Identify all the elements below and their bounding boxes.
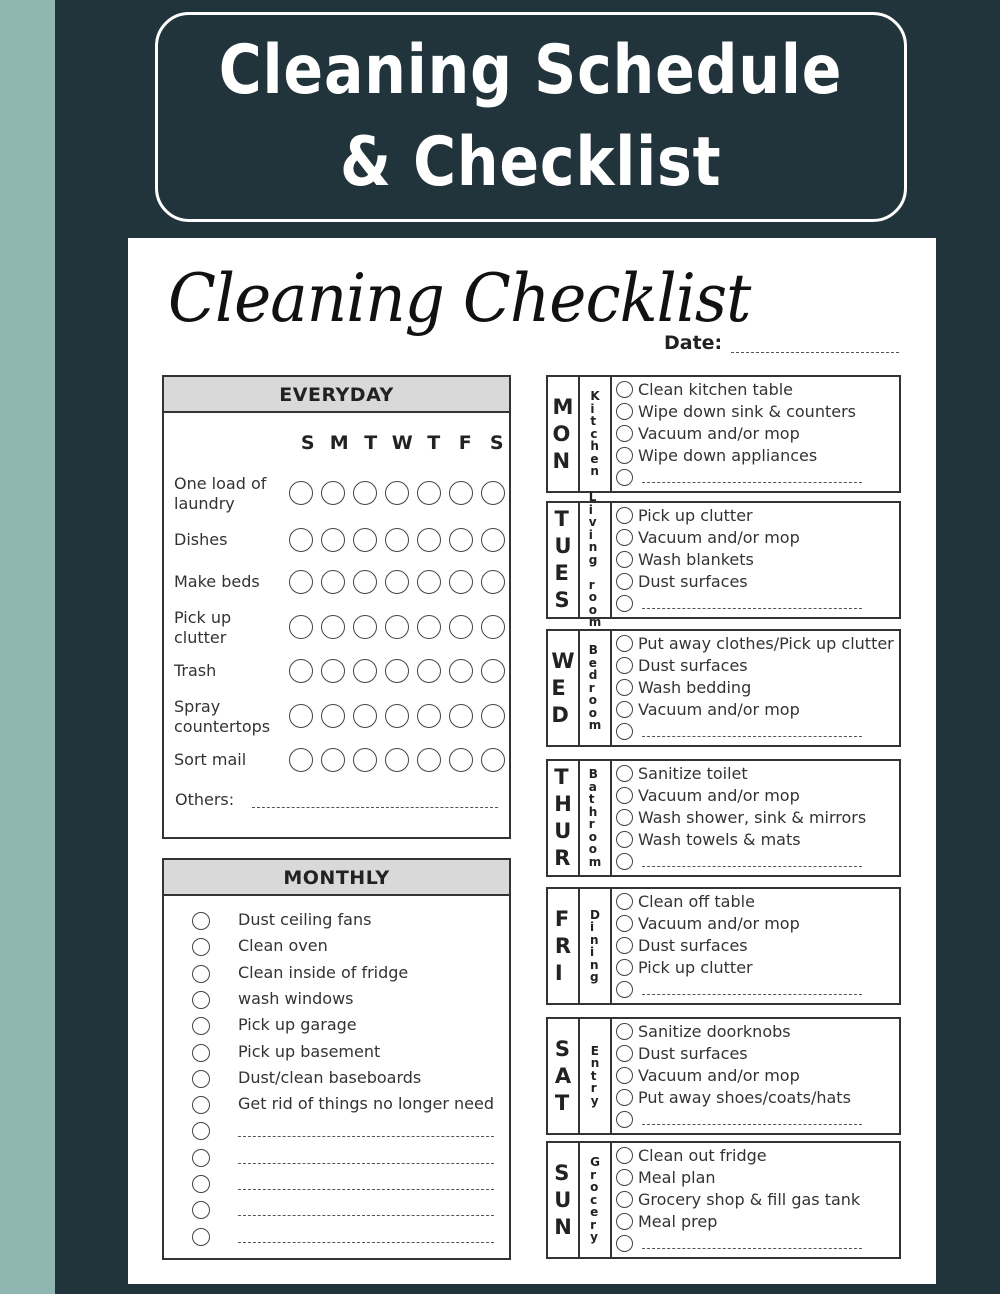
task-item [616,892,896,912]
cover-title-line1: Cleaning Schedule [219,31,843,110]
monthly-checkbox[interactable] [192,1149,210,1167]
day-checkbox[interactable] [481,704,505,728]
monthly-blank-item [192,1226,502,1250]
day-checkbox[interactable] [385,615,409,639]
day-label: T U E S [548,503,580,617]
blank-task-line[interactable] [642,736,862,737]
day-checkbox[interactable] [417,659,441,683]
task-item [616,958,896,978]
monthly-checkbox[interactable] [192,1017,210,1035]
monthly-checkbox[interactable] [192,965,210,983]
task-label: Put away clothes/Pick up clutter [638,634,894,653]
task-item [616,634,896,654]
day-checkbox[interactable] [481,659,505,683]
blank-task-item [616,1234,896,1254]
task-label: Dust surfaces [638,936,748,955]
task-checkbox[interactable] [616,425,633,442]
task-item [616,380,896,400]
weekday-letter: S [489,432,504,454]
task-label: Sanitize toilet [638,764,748,783]
day-checkbox[interactable] [353,481,377,505]
day-checkboxes [289,528,505,552]
blank-task-item [616,468,896,488]
day-checkbox[interactable] [417,570,441,594]
day-checkbox[interactable] [289,659,313,683]
task-list [612,377,899,491]
day-checkbox[interactable] [289,704,313,728]
day-checkbox[interactable] [481,615,505,639]
task-item [616,764,896,784]
task-label: Wipe down sink & counters [638,402,856,421]
monthly-blank-line[interactable] [238,1189,494,1190]
monthly-item [192,1042,502,1066]
blank-task-line[interactable] [642,1248,862,1249]
checklist-page [128,238,936,1284]
task-item [616,700,896,720]
task-checkbox[interactable] [616,915,633,932]
task-label: Meal plan [638,1168,716,1187]
monthly-item-label: Pick up basement [238,1041,381,1061]
everyday-row [174,652,504,696]
monthly-checkbox[interactable] [192,1228,210,1246]
room-label: G r o c e r y [580,1143,612,1257]
monthly-blank-line[interactable] [238,1136,494,1137]
task-checkbox[interactable] [616,959,633,976]
task-item [616,402,896,422]
day-checkbox[interactable] [321,570,345,594]
monthly-item-label: Dust ceiling fans [238,910,372,929]
task-checkbox[interactable] [616,787,633,804]
everyday-row [174,741,504,785]
task-checkbox[interactable] [616,1111,633,1128]
task-item [616,936,896,956]
others-field[interactable] [252,807,498,808]
monthly-blank-item [192,1199,502,1223]
room-label: E n t r y [580,1019,612,1133]
task-item [616,1212,896,1232]
day-checkbox[interactable] [417,481,441,505]
task-item [616,678,896,698]
task-label: Dust surfaces [638,656,748,675]
task-label: Dust surfaces [638,572,748,591]
day-checkbox[interactable] [353,704,377,728]
everyday-task-label: One load of laundry [174,474,267,513]
monthly-blank-item [192,1120,502,1144]
monthly-checkbox[interactable] [192,1044,210,1062]
day-box-mon [546,375,901,493]
task-item [616,424,896,444]
blank-task-line[interactable] [642,994,862,995]
day-label: T H U R [548,761,580,875]
task-item [616,1190,896,1210]
day-checkbox[interactable] [481,748,505,772]
page-title: Cleaning Checklist [168,260,751,337]
task-list [612,1019,899,1133]
day-checkboxes [289,481,505,505]
task-checkbox[interactable] [616,403,633,420]
monthly-checkbox[interactable] [192,1201,210,1219]
monthly-item [192,1094,502,1118]
task-checkbox[interactable] [616,853,633,870]
day-checkbox[interactable] [385,570,409,594]
task-checkbox[interactable] [616,447,633,464]
blank-task-item [616,852,896,872]
task-item [616,808,896,828]
weekday-letter: W [391,432,413,454]
day-label: M O N [548,377,580,491]
task-item [616,1066,896,1086]
task-checkbox[interactable] [616,701,633,718]
task-label: Vacuum and/or mop [638,786,800,805]
task-item [616,786,896,806]
day-checkbox[interactable] [321,704,345,728]
day-checkbox[interactable] [481,528,505,552]
day-checkbox[interactable] [385,659,409,683]
monthly-checkbox[interactable] [192,991,210,1009]
day-label: S U N [548,1143,580,1257]
day-checkbox[interactable] [289,570,313,594]
blank-task-item [616,1110,896,1130]
room-label: B e d r o o m [580,631,612,745]
day-checkbox[interactable] [353,748,377,772]
monthly-checkbox[interactable] [192,1122,210,1140]
day-label: F R I [548,889,580,1003]
day-checkbox[interactable] [449,615,473,639]
task-label: Wash bedding [638,678,752,697]
task-label: Wipe down appliances [638,446,818,465]
day-checkbox[interactable] [353,570,377,594]
blank-task-item [616,594,896,614]
day-checkbox[interactable] [321,528,345,552]
everyday-row [174,521,504,565]
weekday-letter: F [458,432,472,454]
book-spine [0,0,55,1294]
monthly-blank-item [192,1173,502,1197]
day-checkbox[interactable] [385,528,409,552]
task-checkbox[interactable] [616,1213,633,1230]
day-checkbox[interactable] [385,481,409,505]
task-checkbox[interactable] [616,1235,633,1252]
task-checkbox[interactable] [616,529,633,546]
task-item [616,446,896,466]
monthly-item [192,1015,502,1039]
monthly-blank-line[interactable] [238,1215,494,1216]
blank-task-item [616,722,896,742]
day-checkbox[interactable] [353,659,377,683]
task-label: Clean kitchen table [638,380,794,399]
monthly-item [192,936,502,960]
monthly-section [162,858,511,1260]
everyday-task-label: Make beds [174,572,260,591]
task-label: Vacuum and/or mop [638,700,800,719]
task-checkbox[interactable] [616,1023,633,1040]
monthly-item-label: Clean oven [238,936,328,956]
everyday-task-label: Sort mail [174,750,247,769]
task-checkbox[interactable] [616,657,633,674]
day-box-sun [546,1141,901,1259]
monthly-item-label: Get rid of things no longer need [238,1094,494,1114]
day-label: W E D [548,631,580,745]
monthly-checkbox[interactable] [192,1070,210,1088]
task-checkbox[interactable] [616,1169,633,1186]
task-checkbox[interactable] [616,1045,633,1062]
task-checkbox[interactable] [616,381,633,398]
day-checkbox[interactable] [385,704,409,728]
task-list [612,889,899,1003]
day-box-tues [546,490,901,630]
day-checkbox[interactable] [449,570,473,594]
task-label: Wash blankets [638,550,754,569]
weekday-letter: T [427,432,441,454]
everyday-task-label: Dishes [174,530,228,549]
task-checkbox[interactable] [616,1191,633,1208]
everyday-row [174,563,504,607]
task-item [616,1088,896,1108]
task-label: Wash shower, sink & mirrors [638,808,867,827]
day-checkbox[interactable] [481,481,505,505]
date-label: Date: [664,332,723,354]
others-label: Others: [175,790,235,809]
everyday-row [174,608,504,652]
day-checkbox[interactable] [417,704,441,728]
task-checkbox[interactable] [616,937,633,954]
task-label: Meal prep [638,1212,718,1231]
monthly-item [192,963,502,987]
task-list [612,503,899,617]
day-checkbox[interactable] [449,528,473,552]
day-checkbox[interactable] [353,528,377,552]
everyday-row [174,474,504,518]
task-label: Clean out fridge [638,1146,767,1165]
task-checkbox[interactable] [616,723,633,740]
blank-task-item [616,980,896,1000]
day-checkbox[interactable] [385,748,409,772]
monthly-item [192,989,502,1013]
everyday-task-label: Trash [174,661,217,680]
task-checkbox[interactable] [616,679,633,696]
day-checkbox[interactable] [449,748,473,772]
day-box-fri [546,887,901,1005]
room-label: L i v i n g r o o m [580,503,612,617]
cover-title-line2: & Checklist [340,123,722,202]
task-label: Grocery shop & fill gas tank [638,1190,861,1209]
day-checkbox[interactable] [289,481,313,505]
everyday-row [174,697,504,741]
day-checkbox[interactable] [353,615,377,639]
day-checkbox[interactable] [321,481,345,505]
task-label: Wash towels & mats [638,830,801,849]
everyday-section [162,375,511,839]
task-label: Put away shoes/coats/hats [638,1088,851,1107]
task-list [612,631,899,745]
task-label: Vacuum and/or mop [638,914,800,933]
day-checkboxes [289,615,505,639]
task-checkbox[interactable] [616,809,633,826]
monthly-checkbox[interactable] [192,912,210,930]
day-box-thur [546,759,901,877]
monthly-checkbox[interactable] [192,1096,210,1114]
day-box-wed [546,629,901,747]
task-item [616,528,896,548]
task-checkbox[interactable] [616,507,633,524]
task-checkbox[interactable] [616,595,633,612]
weekday-header [292,432,513,454]
day-checkboxes [289,659,505,683]
task-checkbox[interactable] [616,1147,633,1164]
day-checkbox[interactable] [449,481,473,505]
blank-task-line[interactable] [642,866,862,867]
task-item [616,1146,896,1166]
monthly-heading: MONTHLY [164,860,509,896]
task-item [616,572,896,592]
room-label: K i t c h e n [580,377,612,491]
monthly-blank-item [192,1147,502,1171]
task-label: Dust surfaces [638,1044,748,1063]
cover-title [155,12,907,222]
day-checkbox[interactable] [449,659,473,683]
task-checkbox[interactable] [616,551,633,568]
day-checkbox[interactable] [321,659,345,683]
day-checkboxes [289,570,505,594]
task-label: Vacuum and/or mop [638,424,800,443]
task-checkbox[interactable] [616,765,633,782]
day-checkbox[interactable] [289,528,313,552]
task-item [616,656,896,676]
day-checkbox[interactable] [449,704,473,728]
day-checkbox[interactable] [481,570,505,594]
monthly-item-label: Dust/clean baseboards [238,1067,422,1087]
task-checkbox[interactable] [616,893,633,910]
day-box-sat [546,1017,901,1135]
task-label: Pick up clutter [638,958,753,977]
date-field[interactable] [731,352,899,353]
task-checkbox[interactable] [616,573,633,590]
task-checkbox[interactable] [616,469,633,486]
everyday-heading: EVERYDAY [164,377,509,413]
monthly-blank-line[interactable] [238,1163,494,1164]
day-checkboxes [289,748,505,772]
room-label: B a t h r o o m [580,761,612,875]
monthly-item [192,1068,502,1092]
day-checkbox[interactable] [289,748,313,772]
task-item [616,506,896,526]
monthly-checkbox[interactable] [192,1175,210,1193]
task-item [616,1168,896,1188]
blank-task-line[interactable] [642,1124,862,1125]
blank-task-line[interactable] [642,608,862,609]
monthly-checkbox[interactable] [192,938,210,956]
monthly-item-label: wash windows [238,988,354,1008]
task-item [616,914,896,934]
task-label: Clean off table [638,892,755,911]
monthly-item-label: Clean inside of fridge [238,962,409,982]
everyday-task-label: Pick up clutter [174,608,232,647]
task-label: Sanitize doorknobs [638,1022,791,1041]
task-label: Vacuum and/or mop [638,1066,800,1085]
day-checkbox[interactable] [321,748,345,772]
day-checkbox[interactable] [417,748,441,772]
task-label: Vacuum and/or mop [638,528,800,547]
task-checkbox[interactable] [616,831,633,848]
task-list [612,1143,899,1257]
day-label: S A T [548,1019,580,1133]
day-checkbox[interactable] [417,615,441,639]
day-checkboxes [289,704,505,728]
monthly-item-label: Pick up garage [238,1015,357,1035]
weekday-letter: M [329,432,349,454]
monthly-item [192,910,502,934]
day-checkbox[interactable] [321,615,345,639]
task-item [616,1022,896,1042]
blank-task-line[interactable] [642,482,862,483]
task-checkbox[interactable] [616,981,633,998]
room-label: D i n i n g [580,889,612,1003]
weekday-letter: S [300,432,315,454]
task-checkbox[interactable] [616,635,633,652]
task-item [616,830,896,850]
task-list [612,761,899,875]
everyday-task-label: Spray countertops [174,697,271,736]
task-checkbox[interactable] [616,1089,633,1106]
task-checkbox[interactable] [616,1067,633,1084]
task-label: Pick up clutter [638,506,753,525]
task-item [616,550,896,570]
day-checkbox[interactable] [417,528,441,552]
task-item [616,1044,896,1064]
weekday-letter: T [364,432,378,454]
monthly-blank-line[interactable] [238,1242,494,1243]
day-checkbox[interactable] [289,615,313,639]
